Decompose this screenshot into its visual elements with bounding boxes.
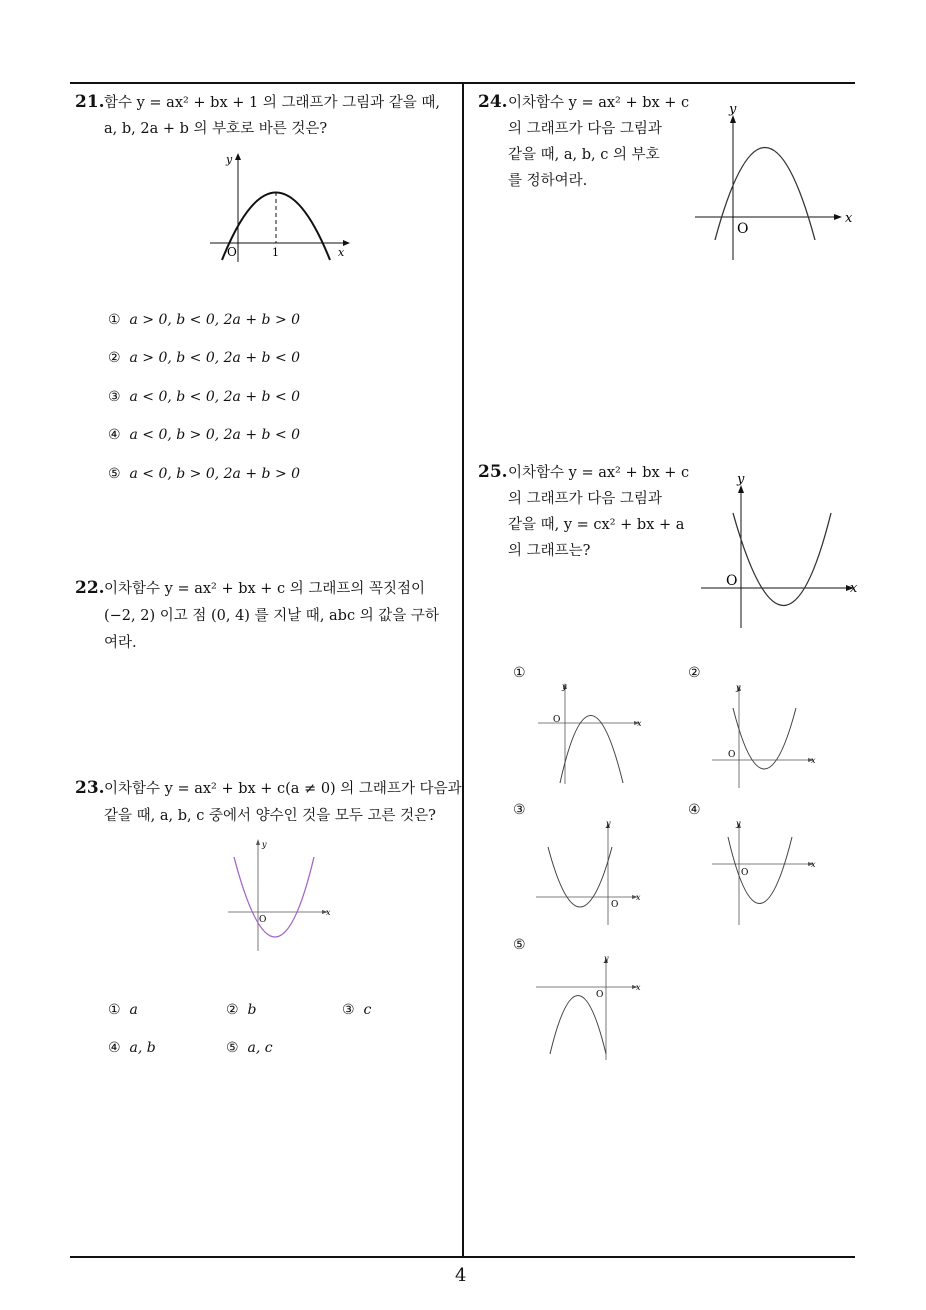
x-axis-label: x (845, 211, 853, 226)
parabola-curve (733, 513, 831, 606)
question-text-line: 여라. (104, 635, 137, 651)
y-axis-label: y (736, 683, 741, 692)
question-text-line: 같을 때, a, b, c 의 부호 (508, 147, 660, 163)
choice-text: a < 0, b > 0, 2a + b > 0 (129, 466, 301, 482)
origin-label: O (741, 868, 749, 878)
question-text-line: 같을 때, y = cx² + bx + a (508, 517, 685, 533)
question-text-line: a, b, 2a + b 의 부호로 바른 것은? (104, 121, 328, 137)
q25-graph (696, 468, 866, 633)
choice-1[interactable] (108, 1002, 138, 1018)
choice-number: ④ (108, 427, 121, 443)
question-text-line: 함수 y = ax² + bx + 1 의 그래프가 그림과 같을 때, (104, 95, 440, 111)
choice-2[interactable] (226, 1002, 256, 1018)
tick-label: 1 (272, 246, 279, 259)
choice-text: a, c (247, 1040, 273, 1056)
question-number: 24. (478, 92, 508, 112)
choice-5[interactable] (226, 1040, 273, 1056)
y-axis-label: y (604, 954, 609, 963)
choice-3[interactable] (342, 1002, 371, 1018)
choice-number: ④ (108, 1040, 121, 1056)
question-number: 22. (75, 578, 105, 598)
question-text-line: 를 정하여라. (508, 173, 588, 189)
choice-text: a < 0, b < 0, 2a + b < 0 (129, 389, 301, 405)
choice-number: ② (688, 665, 701, 681)
question-number: 23. (75, 778, 105, 798)
choice-number: ⑤ (513, 937, 526, 953)
choice-3-graph (530, 815, 650, 930)
choice-number: ③ (513, 802, 526, 818)
bottom-rule (70, 1256, 855, 1258)
choice-2[interactable] (108, 350, 300, 366)
page-number: 4 (455, 1265, 467, 1286)
parabola-curve (234, 857, 314, 937)
origin-label: O (553, 715, 561, 725)
choice-4[interactable] (108, 427, 300, 443)
x-axis-label: x (811, 756, 816, 765)
parabola-curve (715, 148, 815, 241)
choice-1-graph (530, 678, 650, 788)
y-axis-label: y (729, 102, 737, 117)
x-axis-label: x (636, 983, 641, 992)
x-axis-label: x (326, 908, 331, 917)
origin-label: O (596, 990, 604, 1000)
choice-number: ① (513, 665, 526, 681)
choice-4[interactable] (108, 1040, 156, 1056)
question-text-line: 이차함수 y = ax² + bx + c(a ≠ 0) 의 그래프가 다음과 (104, 781, 462, 797)
choice-text: b (247, 1002, 257, 1018)
question-text-line: 이차함수 y = ax² + bx + c 의 그래프의 꼭짓점이 (104, 581, 426, 597)
question-text-line: 의 그래프가 다음 그림과 (508, 491, 662, 507)
x-axis-label: x (338, 246, 345, 259)
q21-graph (200, 150, 360, 270)
column-divider (462, 82, 464, 1258)
y-axis-label: y (262, 840, 267, 849)
origin-label: O (726, 573, 738, 589)
choice-number: ⑤ (226, 1040, 239, 1056)
question-text-line: 의 그래프는? (508, 543, 591, 559)
choice-text: a > 0, b < 0, 2a + b < 0 (129, 350, 301, 366)
origin-label: O (227, 245, 237, 259)
x-axis-label: x (811, 860, 816, 869)
choice-number: ③ (108, 389, 121, 405)
choice-number: ③ (342, 1002, 355, 1018)
q23-graph (220, 835, 340, 955)
choice-1[interactable] (108, 312, 300, 328)
choice-number: ② (226, 1002, 239, 1018)
choice-text: a (129, 1002, 138, 1018)
choice-number: ① (108, 312, 121, 328)
question-text-line: 같을 때, a, b, c 중에서 양수인 것을 모두 고른 것은? (104, 808, 436, 824)
choice-number: ① (108, 1002, 121, 1018)
choice-4-graph (706, 815, 826, 930)
question-text-line: 의 그래프가 다음 그림과 (508, 121, 662, 137)
choice-number: ② (108, 350, 121, 366)
choice-text: c (363, 1002, 372, 1018)
choice-text: a < 0, b > 0, 2a + b < 0 (129, 427, 301, 443)
origin-label: O (611, 900, 619, 910)
question-text-line: 이차함수 y = ax² + bx + c (508, 465, 690, 481)
choice-text: a > 0, b < 0, 2a + b > 0 (129, 312, 301, 328)
y-axis-label: y (736, 819, 741, 828)
y-axis-label: y (606, 819, 611, 828)
x-axis-label: x (850, 581, 858, 596)
question-number: 25. (478, 462, 508, 482)
y-axis-label: y (562, 682, 567, 691)
origin-label: O (728, 750, 736, 760)
choice-5-graph (530, 952, 650, 1062)
x-axis-label: x (637, 719, 642, 728)
choice-number: ④ (688, 802, 701, 818)
x-axis-label: x (636, 893, 641, 902)
q24-graph (690, 100, 860, 265)
choice-number: ⑤ (108, 466, 121, 482)
question-text-line: 이차함수 y = ax² + bx + c (508, 95, 690, 111)
question-number: 21. (75, 92, 105, 112)
origin-label: O (737, 221, 749, 237)
question-text-line: (−2, 2) 이고 점 (0, 4) 를 지날 때, abc 의 값을 구하 (104, 608, 439, 624)
choice-text: a, b (129, 1040, 156, 1056)
y-axis-label: y (737, 472, 745, 487)
choice-5[interactable] (108, 466, 300, 482)
choice-3[interactable] (108, 389, 300, 405)
origin-label: O (259, 915, 267, 925)
choice-2-graph (706, 680, 826, 790)
y-axis-label: y (226, 153, 233, 166)
